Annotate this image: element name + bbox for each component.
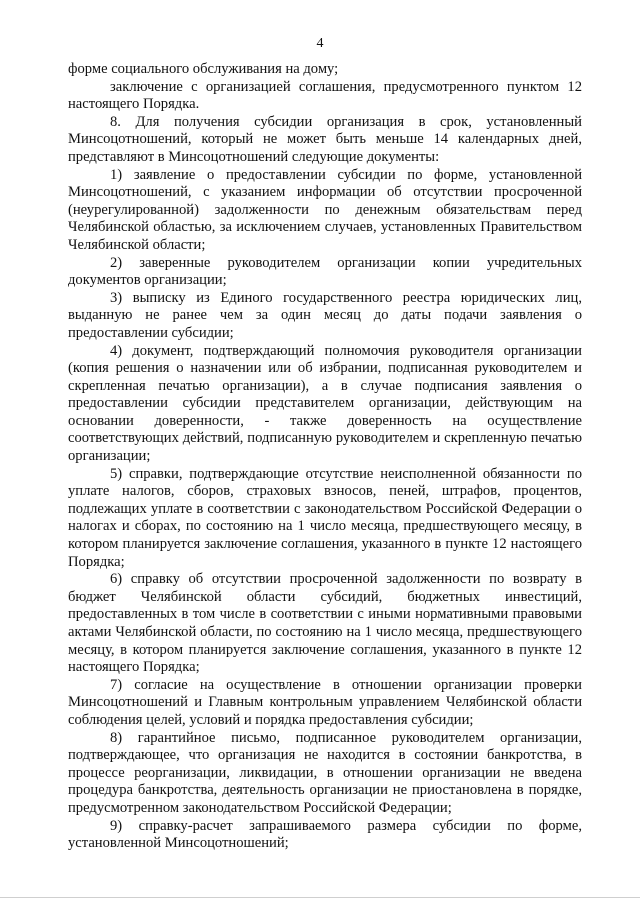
- list-item-8: 8) гарантийное письмо, подписанное руководителем организации, подтверждающее, что организация не находится в состоянии банкротства, в процессе реорганизации, ликвидации, в отношении организации не введена процедура банкротства, деятельность организации не приостановлена в порядке, предусмотренном законодательством Российской Федерации;: [68, 729, 582, 816]
- paragraph-continuation: форме социального обслуживания на дому;: [68, 61, 339, 77]
- list-item-5: 5) справки, подтверждающие отсутствие неисполненной обязанности по уплате налогов, сборов, страховых взносов, пеней, штрафов, процентов, подлежащих уплате в соответствии с законодательством Российской Федерации о налогах и сборах, по состоянию на 1 число месяца, предшествующего месяцу, в котором планируется заключение соглашения, указанного в пункте 12 настоящего Порядка;: [68, 465, 582, 570]
- paragraph-item-8: 8. Для получения субсидии организация в срок, установленный Минсоцотношений, который не может быть меньше 14 календарных дней, представляют в Минсоцотношений следующие документы:: [68, 113, 582, 165]
- list-item-9: 9) справку-расчет запрашиваемого размера субсидии по форме, установленной Минсоцотношений;: [68, 817, 582, 852]
- document-body: [68, 61, 582, 853]
- list-item-6: 6) справку об отсутствии просроченной задолженности по возврату в бюджет Челябинской области субсидий, бюджетных инвестиций, предоставленных в том числе в соответствии с иными нормативными правовыми актами Челябинской области, по состоянию на 1 число месяца, предшествующего месяцу, в котором планируется заключение соглашения, указанного в пункте 12 настоящего Порядка;: [68, 571, 582, 676]
- list-item-7: 7) согласие на осуществление в отношении организации проверки Минсоцотношений и Главным контрольным управлением Челябинской области соблюдения целей, условий и порядка предоставления субсидии;: [68, 676, 582, 728]
- list-item-2: 2) заверенные руководителем организации копии учредительных документов организации;: [68, 254, 582, 289]
- paragraph: заключение с организацией соглашения, предусмотренного пунктом 12 настоящего Порядка.: [68, 78, 582, 113]
- list-item-1: 1) заявление о предоставлении субсидии по форме, установленной Минсоцотношений, с указанием информации об отсутствии просроченной (неурегулированной) задолженности по денежным обязательствам перед Челябинской областью, за исключением случаев, установленных Правительством Челябинской области;: [68, 166, 582, 253]
- list-item-4: 4) документ, подтверждающий полномочия руководителя организации (копия решения о назначении или об избрании, подписанная руководителем и скрепленная печатью организации), а в случае подписания заявления о предоставлении субсидии представителем организации, действующим на основании доверенности, - также доверенность на осуществление соответствующих действий, подписанную руководителем и скрепленную печатью организации;: [68, 342, 582, 465]
- page-number: 4: [316, 36, 324, 51]
- list-item-3: 3) выписку из Единого государственного реестра юридических лиц, выданную не ранее чем за один месяц до даты подачи заявления о предоставлении субсидии;: [68, 289, 582, 341]
- page-bottom-edge: [0, 897, 640, 898]
